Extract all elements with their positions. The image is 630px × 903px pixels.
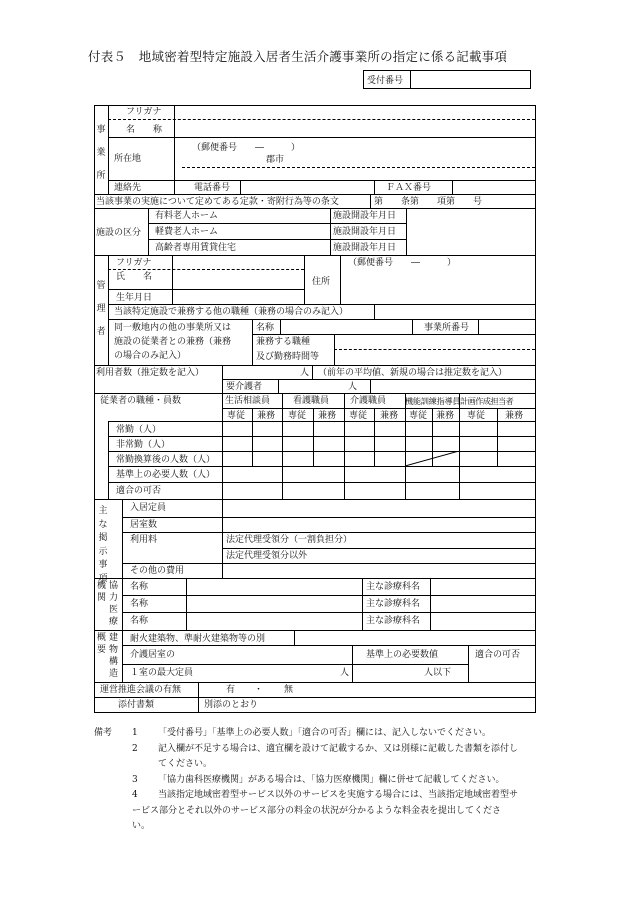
note-4-cont1: ービス部分とそれ以外のサービス部分の料金の状況が分かるような料金表を提出してくださ <box>132 805 502 816</box>
users-unit: 人 <box>300 368 310 378</box>
h-full-2: 専従 <box>349 411 368 421</box>
h-conc-1: 兼務 <box>318 411 337 421</box>
business-section-label: 事 業 所 <box>96 125 106 181</box>
fee-label: 利用料 <box>130 535 158 545</box>
care-needed-label: 要介護者 <box>226 382 263 392</box>
h-conc-2: 兼務 <box>380 411 399 421</box>
meeting-no[interactable]: 無 <box>284 685 294 695</box>
fax-label: ＦＡＸ番号 <box>386 183 432 193</box>
phone-label: 電話番号 <box>194 183 231 193</box>
max-capacity-label: １室の最大定員 <box>130 668 194 678</box>
building-section-right: 建 物 構 造 <box>108 633 118 679</box>
meeting-dot: ・ <box>254 685 264 695</box>
meeting-label: 運営推進会議の有無 <box>100 685 182 695</box>
h-full-3: 専従 <box>409 411 428 421</box>
attach-value: 別添のとおり <box>204 700 259 710</box>
receipt-number-field[interactable] <box>411 71 531 89</box>
note-3: 3 「協力歯科医療機関」がある場合は、「協力医療機関」欄に併せて記載してください。 <box>132 774 505 785</box>
note-2: 2 記入欄が不足する場合は、適宜欄を設けて記載するか、又は別様に記載した書類を添付し <box>132 743 519 754</box>
page-title: 付表５ 地域密着型特定施設入居者生活介護事業所の指定に係る記載事項 <box>88 49 508 64</box>
users-label: 利用者数（推定数を記入） <box>96 368 205 378</box>
medical-section-left: 機 関 <box>96 581 106 603</box>
diagonal-slash <box>405 451 459 466</box>
job-0: 生活相談員 <box>225 396 271 406</box>
facility-type-0: 有料老人ホーム <box>155 211 219 221</box>
medical-name-1: 名称 <box>130 599 149 609</box>
notes-label: 備考 <box>94 728 113 738</box>
office-number-label: 事業所番号 <box>424 323 470 333</box>
same-site-line-3: の場合のみ記入） <box>114 351 187 361</box>
staff-row-4: 適合の可否 <box>116 486 162 496</box>
staff-row-0: 常勤（人） <box>116 425 162 435</box>
opening-date-1: 施設開設年月日 <box>333 227 397 237</box>
rooms-label: 居室数 <box>130 520 158 530</box>
receipt-number-label: 受付番号 <box>364 71 411 89</box>
medical-dept-0: 主な診療科名 <box>366 582 421 592</box>
job-3: 機能訓練指導員 <box>405 396 461 406</box>
other-costs-label: その他の費用 <box>130 566 185 576</box>
contact-label: 連絡先 <box>114 183 142 193</box>
same-site-line-2: 施設の従業者との兼務（兼務 <box>114 337 232 347</box>
manager-birthday-label: 生年月日 <box>116 293 153 303</box>
h-conc-3: 兼務 <box>436 411 455 421</box>
max-capacity-unit: 人 <box>340 668 350 678</box>
receipt-number-box <box>363 70 531 89</box>
below-label: 人以下 <box>424 668 452 678</box>
capacity-label: 入居定員 <box>130 503 167 513</box>
h-conc-0: 兼務 <box>257 411 276 421</box>
care-room-label: 介護居室の <box>130 650 176 660</box>
staff-row-1: 非常勤（人） <box>116 440 171 450</box>
medical-name-0: 名称 <box>130 582 149 592</box>
standard-value-label: 基準上の必要数値 <box>366 650 439 660</box>
notice-items-section-label: 主 な 掲 示 事 <box>98 506 108 570</box>
facility-type-1: 軽費老人ホーム <box>155 227 219 237</box>
medical-name-2: 名称 <box>130 616 149 626</box>
staff-row-3: 基準上の必要人数（人） <box>116 470 216 480</box>
opening-date-0: 施設開設年月日 <box>333 211 397 221</box>
job-4: 計画作成担当者 <box>460 396 514 406</box>
working-hours-label: 及び勤務時間等 <box>256 352 320 362</box>
attach-label: 添付書類 <box>118 700 155 710</box>
manager-postal: （郵便番号 ― ） <box>348 258 457 268</box>
regulations-article: 第 条第 項第 号 <box>374 197 483 207</box>
staff-row-2: 常勤換算後の人数（人） <box>116 455 216 465</box>
manager-furigana-label: フリガナ <box>116 258 152 268</box>
job-1: 看護職員 <box>293 396 330 406</box>
h-full-1: 専従 <box>288 411 307 421</box>
facility-type-label: 施設の区分 <box>96 228 142 238</box>
opening-date-2: 施設開設年月日 <box>333 243 397 253</box>
medical-section-right: 協 力 医 療 <box>108 581 118 627</box>
users-note: （前年の平均値、新規の場合は推定数を記入） <box>318 368 508 378</box>
fee-option-2: 法定代理受領分以外 <box>226 551 308 561</box>
adequacy-label: 適合の可否 <box>475 650 521 660</box>
medical-dept-1: 主な診療科名 <box>366 599 421 609</box>
concurrent-name-label: 名称 <box>256 323 275 333</box>
h-full-0: 専従 <box>227 411 246 421</box>
business-address-label: 所在地 <box>114 154 142 164</box>
note-4-cont2: い。 <box>132 821 151 831</box>
staff-label: 従業者の職種・員数 <box>100 396 182 406</box>
business-furigana-label: フリガナ <box>126 107 162 117</box>
note-2-cont: てください。 <box>158 759 213 769</box>
concurrent-job-label: 当該特定施設で兼務する他の職種（兼務の場合のみ記入） <box>114 307 349 317</box>
manager-section-label: 管 理 者 <box>96 281 106 337</box>
business-gun-shi: 郡市 <box>266 155 285 165</box>
facility-type-2: 高齢者専用賃貸住宅 <box>155 243 237 253</box>
building-section-left: 概 要 <box>96 633 106 655</box>
fireproof-label: 耐火建築物、準耐火建築物等の別 <box>130 634 266 644</box>
manager-address-label: 住所 <box>312 277 331 287</box>
fee-option-1: 法定代理受領分（一割負担分） <box>226 535 353 545</box>
form-table <box>94 105 536 713</box>
h-full-4: 専従 <box>467 411 486 421</box>
note-1: 備考 1 「受付番号」「基準上の必要人数」「適合の可否」欄には、記入しないでください。 <box>94 726 554 742</box>
concurrent-job-type-label: 兼務する職種 <box>256 337 311 347</box>
note-4: 4 当該指定地域密着型サービス以外のサービスを実施する場合には、当該指定地域密着型サ <box>132 790 519 800</box>
meeting-yes[interactable]: 有 <box>226 685 236 695</box>
notes <box>94 726 554 835</box>
same-site-line-1: 同一敷地内の他の事業所又は <box>114 323 232 333</box>
h-conc-4: 兼務 <box>505 411 524 421</box>
care-needed-unit: 人 <box>348 382 358 392</box>
manager-name-label: 氏 名 <box>116 272 153 282</box>
job-2: 介護職員 <box>350 396 387 406</box>
business-name-label: 名 称 <box>126 125 163 135</box>
business-postal: （郵便番号 ― ） <box>192 143 301 153</box>
regulations-label: 当該事業の実施について定めてある定款・寄附行為等の条文 <box>96 197 339 207</box>
medical-dept-2: 主な診療科名 <box>366 616 421 626</box>
